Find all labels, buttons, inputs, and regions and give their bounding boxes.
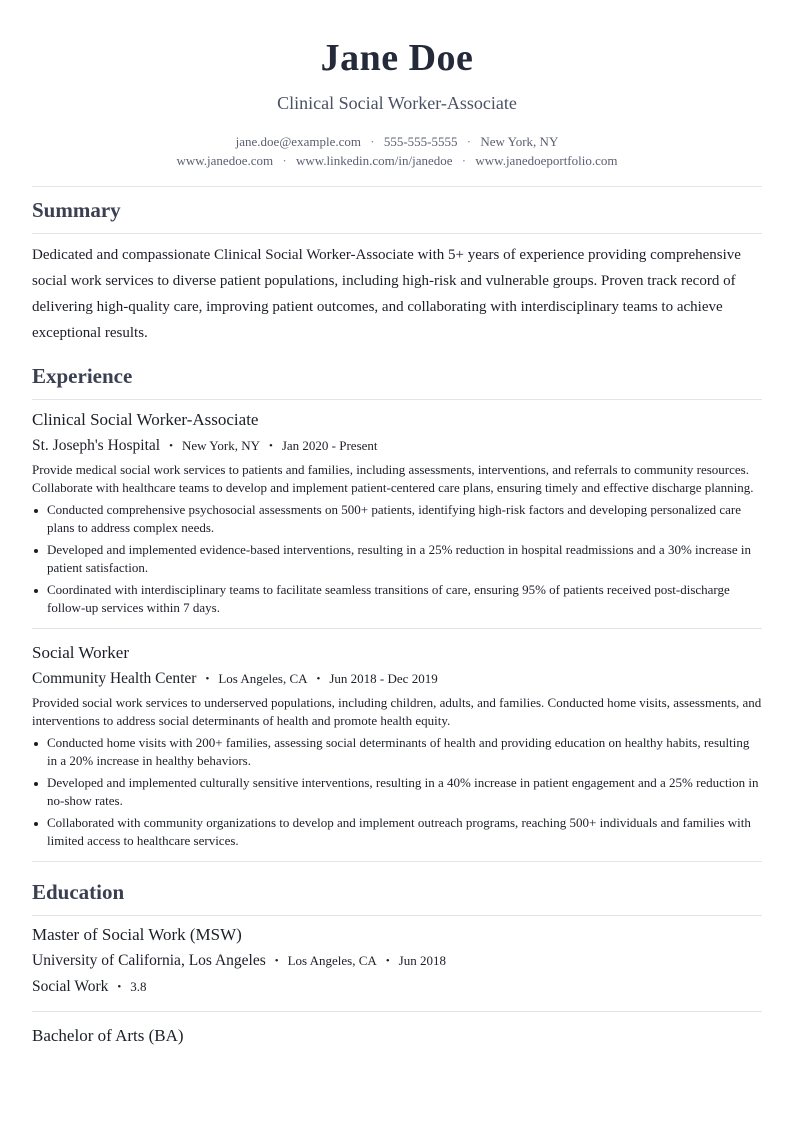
job-meta [32,436,762,457]
email-link[interactable]: jane.doe@example.com [235,134,361,149]
job-description: Provide medical social work services to patients and families, including assessments, interventions, and referrals to community resources. Collaborate with healthcare teams to develop and implement patient-centered care plans, ensuring timely and effective discharge planning. [32,462,754,495]
education-entry [32,1025,762,1047]
job-achievements [32,501,762,617]
job-meta [32,669,762,690]
company-name: Community Health Center [32,670,197,687]
job-location: Los Angeles, CA [218,671,308,686]
divider [32,186,762,187]
achievement-item: Conducted home visits with 200+ families, assessing social determinants of health and providing education on healthy habits, resulting in a 20% increase in healthy behaviors. [32,734,762,770]
separator: · [466,134,472,149]
summary-heading: Summary [32,198,121,222]
school-name: University of California, Los Angeles [32,952,266,969]
achievement-item: Collaborated with community organizations to develop and implement outreach programs, reaching 500+ individuals and families with limited access to healthcare services. [32,814,762,850]
job-dates: Jan 2020 - Present [281,438,378,453]
degree-name: Bachelor of Arts (BA) [32,1026,184,1045]
divider [32,915,762,916]
experience-heading: Experience [32,364,133,388]
job-achievements [32,734,762,850]
meta-bullet: • [268,440,273,452]
contact-line-primary [32,132,762,151]
job-title: Clinical Social Worker-Associate [32,410,259,429]
meta-bullet: • [385,955,390,967]
experience-entry [32,409,762,617]
job-location: New York, NY [181,438,260,453]
contact-line-links [32,151,762,170]
linkedin-link[interactable]: www.linkedin.com/in/janedoe [295,153,453,168]
meta-bullet: • [169,440,173,452]
experience-entry [32,642,762,850]
job-dates: Jun 2018 - Dec 2019 [329,671,438,686]
achievement-item: Developed and implemented evidence-based interventions, resulting in a 25% reduction in hospital readmissions and a 30% increase in patient satisfaction. [32,541,762,577]
meta-bullet: • [205,673,210,685]
meta-bullet: • [117,981,122,993]
degree-name: Master of Social Work (MSW) [32,925,242,944]
job-title: Social Worker [32,643,129,662]
divider [32,1011,762,1012]
job-description: Provided social work services to underserved populations, including children, adults, and families. Conducted home visits, assessments, and interventions to address social determinants of health and promote health equity. [32,695,762,728]
location: New York, NY [480,134,559,149]
phone-number[interactable]: 555-555-5555 [383,134,458,149]
graduation-date: Jun 2018 [398,953,446,968]
school-location: Los Angeles, CA [287,953,377,968]
summary-text: Dedicated and compassionate Clinical Social Worker-Associate with 5+ years of experience providing comprehensive social work services to diverse patient populations, including high-risk and vulnerable groups. Proven track record of delivering high-quality care, improving patient outcomes, and collaborating with interdisciplinary teams to achieve exceptional results. [32,247,741,341]
portfolio-link[interactable]: www.janedoeportfolio.com [475,153,618,168]
website-link[interactable]: www.janedoe.com [176,153,274,168]
field-of-study: Social Work [32,978,109,995]
gpa: 3.8 [130,979,147,994]
education-entry [32,924,762,998]
company-name: St. Joseph's Hospital [32,437,161,454]
meta-bullet: • [274,955,279,967]
separator: · [370,134,375,149]
candidate-name: Jane Doe [320,37,474,79]
education-field-meta [32,977,762,998]
separator: · [282,153,287,168]
achievement-item: Conducted comprehensive psychosocial assessments on 500+ patients, identifying high-risk factors and developing personalized care plans to address complex needs. [32,501,762,537]
education-meta [32,951,762,972]
meta-bullet: • [316,673,321,685]
achievement-item: Developed and implemented culturally sensitive interventions, resulting in a 40% increase in patient engagement and a 25% reduction in no-show rates. [32,774,762,810]
separator: · [461,153,467,168]
divider [32,628,762,629]
divider [32,861,762,862]
education-heading: Education [32,880,125,904]
divider [32,233,762,234]
candidate-headline: Clinical Social Worker-Associate [277,93,517,113]
divider [32,399,762,400]
achievement-item: Coordinated with interdisciplinary teams to facilitate seamless transitions of care, ensuring 95% of patients received post-discharge follow-up services within 7 days. [32,581,762,617]
